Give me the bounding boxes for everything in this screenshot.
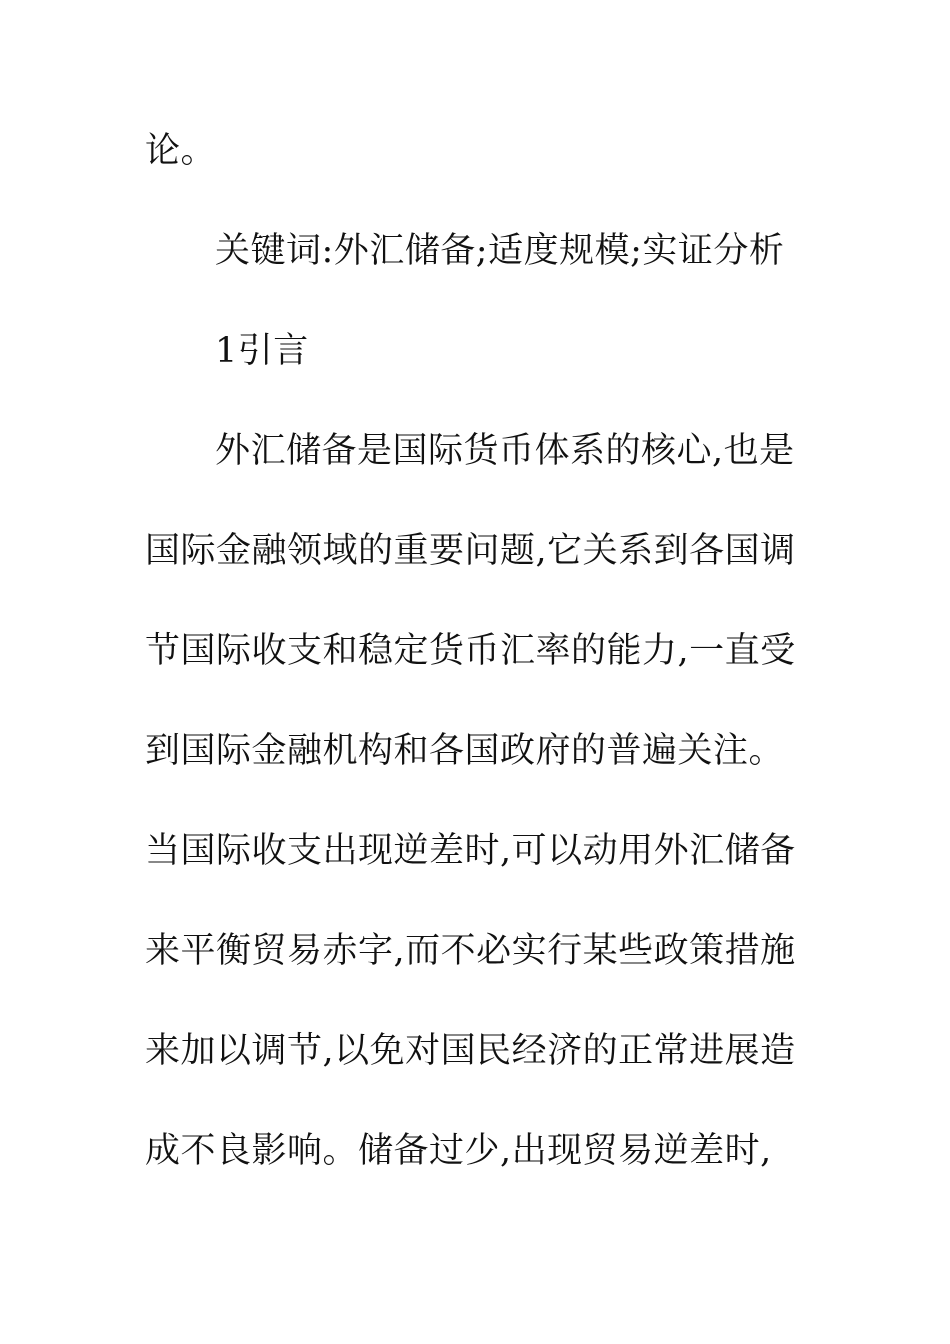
paragraph-line: 节国际收支和稳定货币汇率的能力,一直受	[145, 631, 796, 671]
keywords-line: 关键词:外汇储备;适度规模;实证分析	[215, 231, 785, 271]
paragraph-line: 来加以调节,以免对国民经济的正常进展造	[145, 1031, 796, 1071]
paragraph-line: 到国际金融机构和各国政府的普遍关注。	[145, 731, 785, 771]
paragraph-line: 成不良影响。储备过少,出现贸易逆差时,	[145, 1131, 772, 1171]
text-line-conclusion-end: 论。	[145, 131, 217, 171]
paragraph-line: 外汇储备是国际货币体系的核心,也是	[215, 431, 795, 471]
paragraph-line: 国际金融领域的重要问题,它关系到各国调	[145, 531, 796, 571]
section-heading: 1引言	[215, 331, 309, 371]
paragraph-line: 当国际收支出现逆差时,可以动用外汇储备	[145, 831, 796, 871]
paragraph-line: 来平衡贸易赤字,而不必实行某些政策措施	[145, 931, 796, 971]
